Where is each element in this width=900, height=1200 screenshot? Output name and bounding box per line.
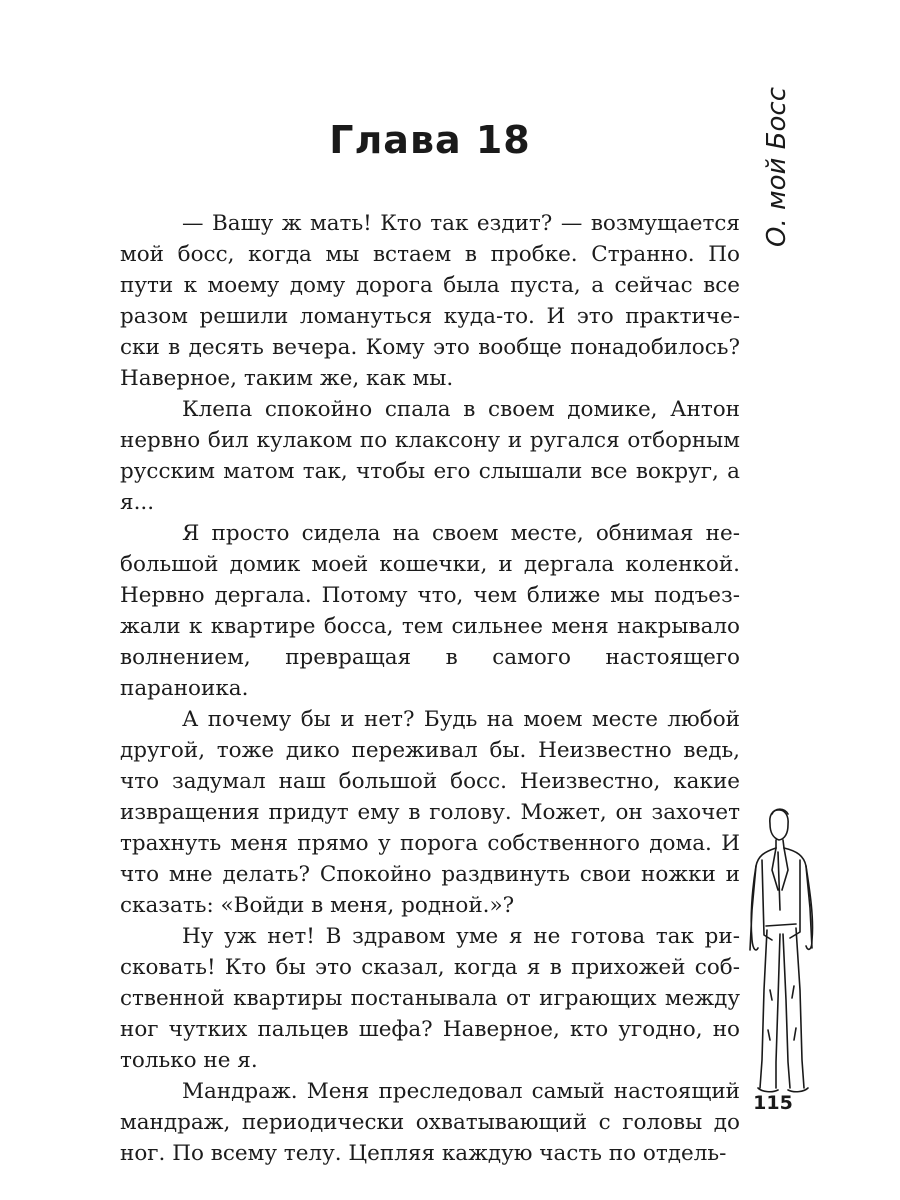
paragraph: Ну уж нет! В здравом уме я не готова так рисковать! Кто бы это сказал, когда я в прихожей собственной квартиры постанывала от играющих между ног чутких пальцев шефа? Наверное, кто угодно, но только не я. bbox=[120, 924, 740, 1073]
running-head bbox=[757, 86, 797, 248]
chapter-title: Глава 18 bbox=[329, 118, 531, 162]
page-number: 115 bbox=[753, 1092, 793, 1114]
paragraph: Клепа спокойно спала в своем домике, Антон нервно бил кулаком по клаксону и ругался отборным русским матом так, чтобы его слышали все вокруг, а я... bbox=[120, 397, 740, 515]
body-text bbox=[120, 208, 740, 1169]
paragraph: Я просто сидела на своем месте, обнимая небольшой домик моей кошечки, и дергала коленкой. Нервно дергала. Потому что, чем ближе мы подъезжали к квартире босса, тем сильнее меня накрывало волнением, превращая в самого настоящего параноика. bbox=[120, 521, 740, 701]
paragraph: — Вашу ж мать! Кто так ездит? — возмущается мой босс, когда мы встаем в пробке. Странно. По пути к моему дому дорога была пуста, а сейчас все разом решили ломануться куда-то. И это практически в десять вечера. Кому это вообще понадобилось? Наверное, таким же, как мы. bbox=[120, 211, 740, 391]
running-head-text: О. мой Босс bbox=[762, 86, 792, 248]
paragraph: А почему бы и нет? Будь на моем месте любой другой, тоже дико переживал бы. Неизвестно ведь, что задумал наш большой босс. Неизвестно, какие извращения придут ему в голову. Может, он захочет трахнуть меня прямо у порога собственного дома. И что мне делать? Спокойно раздвинуть свои ножки и сказать: «Войди в меня, родной.»? bbox=[120, 707, 740, 918]
standing-man-line-drawing-icon bbox=[742, 800, 822, 1100]
paragraph: Мандраж. Меня преследовал самый настоящий мандраж, периодически охватывающий с головы до ног. По всему телу. Цепляя каждую часть по отдель- bbox=[120, 1079, 740, 1166]
